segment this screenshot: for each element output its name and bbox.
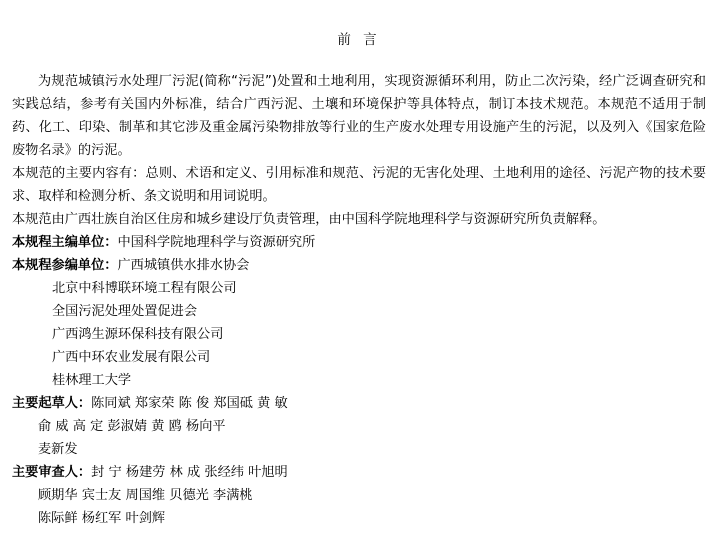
entry-participating-unit-2 — [12, 277, 706, 300]
entry-chief-editor-unit — [12, 231, 706, 254]
paragraph-contents: 本规范的主要内容有：总则、术语和定义、引用标准和规范、污泥的无害化处理、土地利用的途径、污泥产物的技术要求、取样和检测分析、条文说明和用词说明。 — [12, 166, 706, 204]
entry-participating-unit-5 — [12, 346, 706, 369]
paragraph-scope: 为规范城镇污水处理厂污泥(简称“污泥”)处置和土地利用，实现资源循环利用，防止二次污染，经广泛调查研究和实践总结，参考有关国内外标准，结合广西污泥、土壤和环境保护等具体特点，制订本技术规范。本规范不适用于制药、化工、印染、制革和其它涉及重金属污染物排放等行业的生产废水处理专用设施产生的污泥，以及列入《国家危险废物名录》的污泥。 — [12, 74, 706, 158]
page-title: 前 言 — [337, 32, 381, 48]
entry-value: 广西城镇供水排水协会 — [117, 258, 250, 273]
entry-label: 本规程主编单位： — [12, 235, 118, 250]
entry-participating-unit-4 — [12, 323, 706, 346]
entry-main-reviewers — [12, 461, 706, 484]
entry-label: 本规程参编单位： — [12, 258, 118, 273]
entry-label: 主要审查人： — [12, 465, 92, 480]
paragraph-administration: 本规范由广西壮族自治区住房和城乡建设厅负责管理，由中国科学院地理科学与资源研究所负责解释。 — [12, 212, 606, 227]
entry-value: 桂林理工大学 — [52, 373, 132, 388]
entry-value: 陈际鲜 杨红军 叶剑辉 — [38, 511, 166, 526]
entry-value: 广西鸿生源环保科技有限公司 — [52, 327, 224, 342]
entry-value: 陈同斌 郑家荣 陈 俊 郑国砥 黄 敏 — [91, 396, 288, 411]
document-page — [0, 28, 718, 554]
entry-participating-units — [12, 254, 706, 277]
entry-main-drafters-line2 — [12, 415, 706, 438]
entry-value: 中国科学院地理科学与资源研究所 — [117, 235, 316, 250]
entry-value: 麦新发 — [38, 442, 78, 457]
entry-main-reviewers-line3 — [12, 507, 706, 530]
entry-value: 全国污泥处理处置促进会 — [52, 304, 198, 319]
entry-value: 俞 威 高 定 彭淑婧 黄 鸥 杨向平 — [38, 419, 226, 434]
entry-value: 广西中环农业发展有限公司 — [52, 350, 211, 365]
entry-participating-unit-6 — [12, 369, 706, 392]
entry-value: 封 宁 杨建劳 林 成 张经纬 叶旭明 — [91, 465, 288, 480]
entry-main-drafters-line3 — [12, 438, 706, 461]
entry-main-drafters — [12, 392, 706, 415]
entry-main-reviewers-line2 — [12, 484, 706, 507]
entry-value: 顾期华 宾士友 周国维 贝德光 李满桃 — [38, 488, 253, 503]
entry-participating-unit-3 — [12, 300, 706, 323]
entry-label: 主要起草人： — [12, 396, 92, 411]
entry-value: 北京中科博联环境工程有限公司 — [52, 281, 237, 296]
